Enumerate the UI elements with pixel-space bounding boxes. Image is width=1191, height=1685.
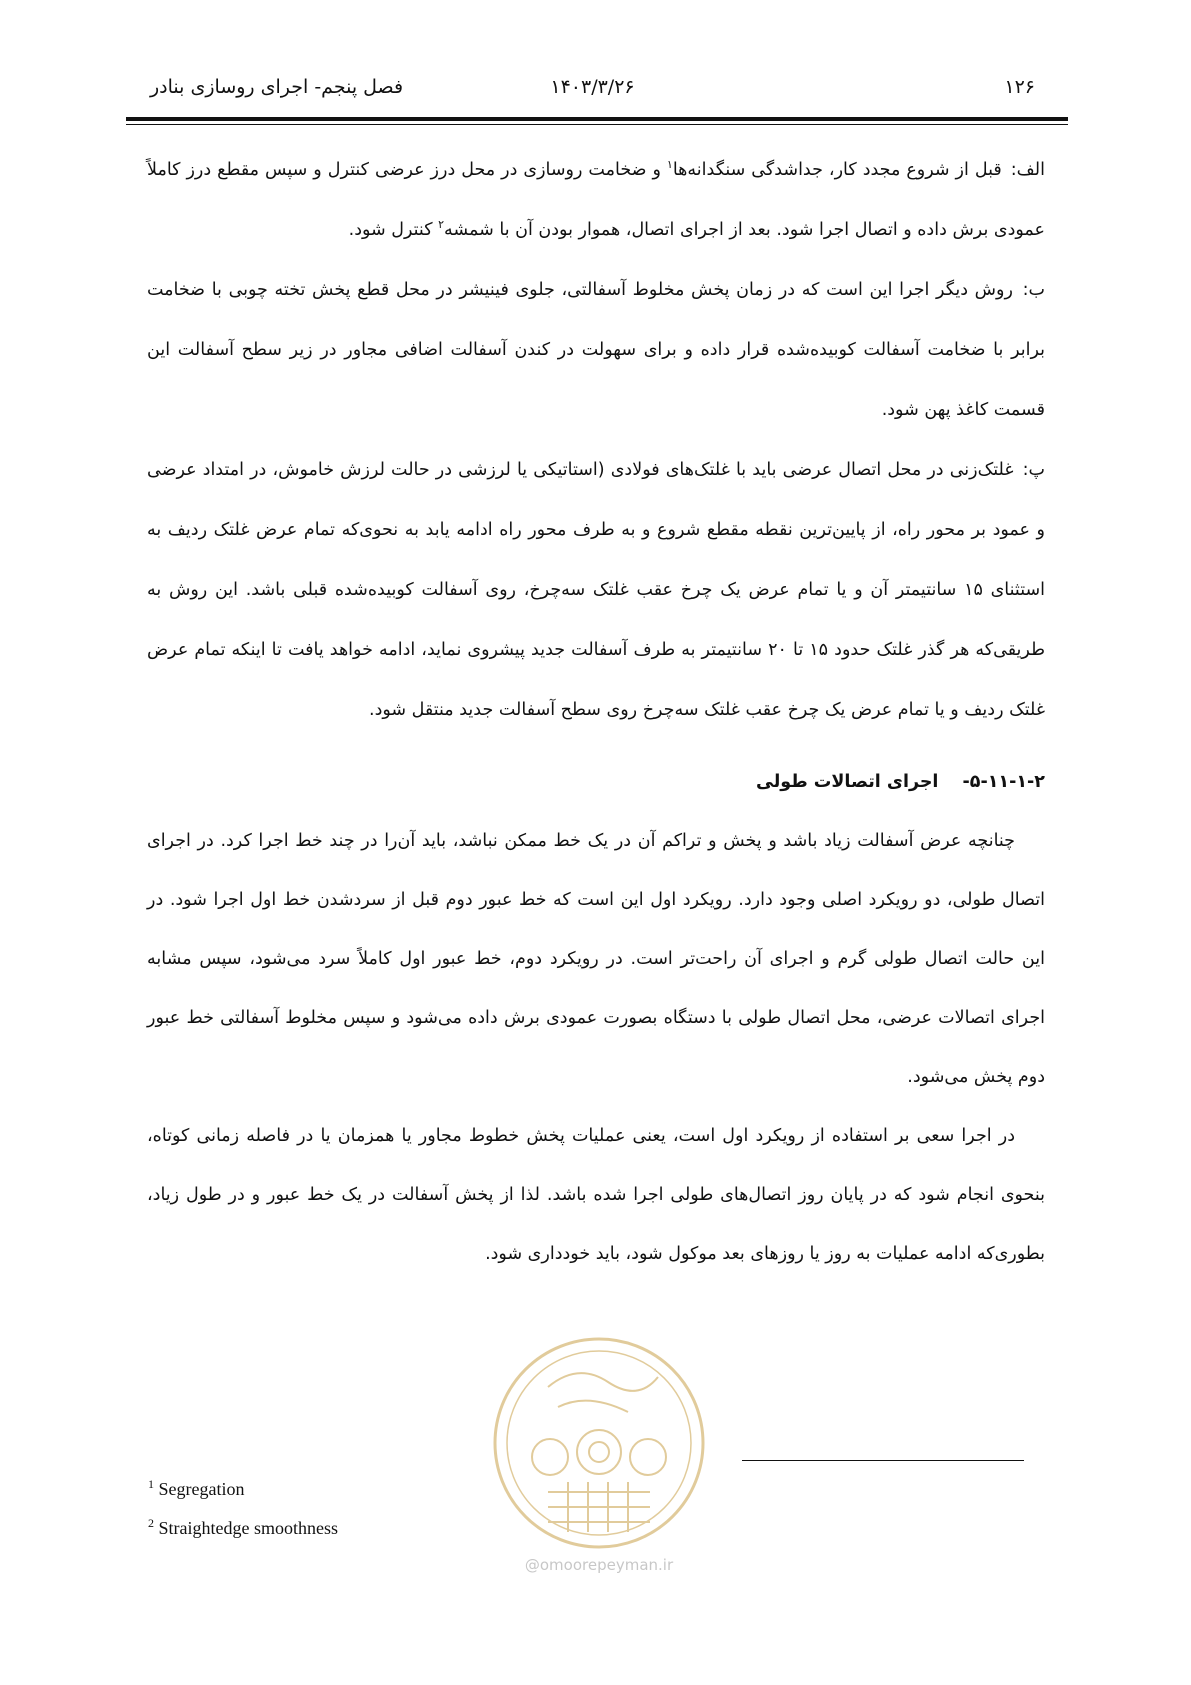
footnote-ref-1[interactable]: ۱ bbox=[666, 158, 673, 172]
list-item-alef bbox=[147, 140, 1045, 260]
item-text-part-1: قبل از شروع مجدد کار، جداشدگی سنگدانه‌ها bbox=[672, 160, 1002, 180]
item-text-part-2: و ضخامت روسازی در محل درز عرضی کنترل و سپس مقطع درز کاملاً عمودی برش داده و اتصال اجرا شود. بعد از اجرای اتصال، هموار بودن آن با شمشه bbox=[147, 160, 1045, 240]
item-text: غلتک‌زنی در محل اتصال عرضی باید با غلتک‌های فولادی (استاتیکی یا لرزشی در حالت لرزش خاموش، در امتداد عرضی و عمود بر محور راه، از پایین‌ترین نقطه مقطع شروع و به طرف محور راه ادامه یابد به نحوی‌که تمام عرض غلتک ردیف به استثنای ۱۵ سانتیمتر آن و یا تمام عرض یک چرخ عقب غلتک سه‌چرخ، روی آسفالت کوبیده‌شده قبلی باشد. این روش به طریقی‌که هر گذر غلتک حدود ۱۵ تا ۲۰ سانتیمتر به طرف آسفالت جدید پیشروی نماید، ادامه خواهد یافت تا اینکه تمام عرض غلتک ردیف و یا تمام عرض یک چرخ عقب غلتک سه‌چرخ روی سطح آسفالت جدید منتقل شود. bbox=[147, 460, 1046, 720]
footnote-mark: 2 bbox=[148, 1516, 154, 1530]
list-item-be bbox=[147, 260, 1045, 440]
footnote-ref-2[interactable]: ۲ bbox=[438, 218, 445, 232]
page-number: ۱۲۶ bbox=[1004, 76, 1035, 98]
page-header bbox=[150, 70, 1035, 110]
section-number: ۵-۱۱-۱-۲- bbox=[962, 772, 1045, 792]
header-date: ۱۴۰۳/۳/۲۶ bbox=[550, 76, 635, 98]
item-text: روش دیگر اجرا این است که در زمان پخش مخلوط آسفالتی، جلوی فینیشر در محل قطع پخش تخته چوبی با ضخامت برابر با ضخامت آسفالت کوبیده‌شده قرار داده و برای سهولت در کندن آسفالت اضافی مجاور در زیر سطح آسفالت این قسمت کاغذ پهن شود. bbox=[147, 280, 1045, 420]
item-label: پ: bbox=[1022, 460, 1045, 480]
footnote-rule bbox=[742, 1460, 1024, 1461]
chapter-title: فصل پنجم- اجرای روسازی بنادر bbox=[150, 76, 404, 98]
section-title: اجرای اتصالات طولی bbox=[755, 772, 939, 792]
watermark-logo bbox=[488, 1332, 710, 1587]
watermark-seal-icon bbox=[488, 1332, 710, 1554]
body-paragraph-2: در اجرا سعی بر استفاده از رویکرد اول است، یعنی عملیات پخش خطوط مجاور یا همزمان یا در فاصله زمانی کوتاه، بنحوی انجام شود که در پایان روز اتصال‌های طولی اجرا شده باشد. لذا از پخش آسفالت در یک خط عبور و در طول زیاد، بطوری‌که ادامه عملیات به روز یا روزهای بعد موکول شود، باید خودداری شود. bbox=[147, 1126, 1045, 1264]
item-label: الف: bbox=[1010, 160, 1045, 180]
body-paragraph-1: چنانچه عرض آسفالت زیاد باشد و پخش و تراکم آن در یک خط ممکن نباشد، باید آن‌را در چند خط اجرا کرد. در اجرای اتصال طولی، دو رویکرد اصلی وجود دارد. رویکرد اول این است که خط عبور دوم قبل از سردشدن خط اول اجرا شود. در این حالت اتصال طولی گرم و اجرای آن راحت‌تر است. در رویکرد دوم، خط عبور اول کاملاً سرد می‌شود، سپس مشابه اجرای اتصالات عرضی، محل اتصال طولی با دستگاه بصورت عمودی برش داده می‌شود و سپس مخلوط آسفالتی خط عبور دوم پخش می‌شود. bbox=[147, 831, 1045, 1087]
section-heading bbox=[147, 762, 1045, 802]
item-label: ب: bbox=[1022, 280, 1045, 300]
list-item-pe bbox=[147, 440, 1045, 740]
footnote-1 bbox=[148, 1470, 338, 1509]
footnote-mark: 1 bbox=[148, 1477, 154, 1491]
footnote-text: Straightedge smoothness bbox=[158, 1518, 338, 1538]
header-rule-thin bbox=[126, 124, 1068, 125]
page-content bbox=[147, 140, 1045, 1284]
footnote-text: Segregation bbox=[158, 1479, 245, 1499]
footnote-2 bbox=[148, 1509, 338, 1548]
watermark-caption: @omoorepeyman.ir bbox=[524, 1556, 674, 1574]
header-rule-thick bbox=[126, 117, 1068, 121]
item-text-part-3: کنترل شود. bbox=[348, 220, 439, 240]
footnotes bbox=[148, 1470, 338, 1548]
